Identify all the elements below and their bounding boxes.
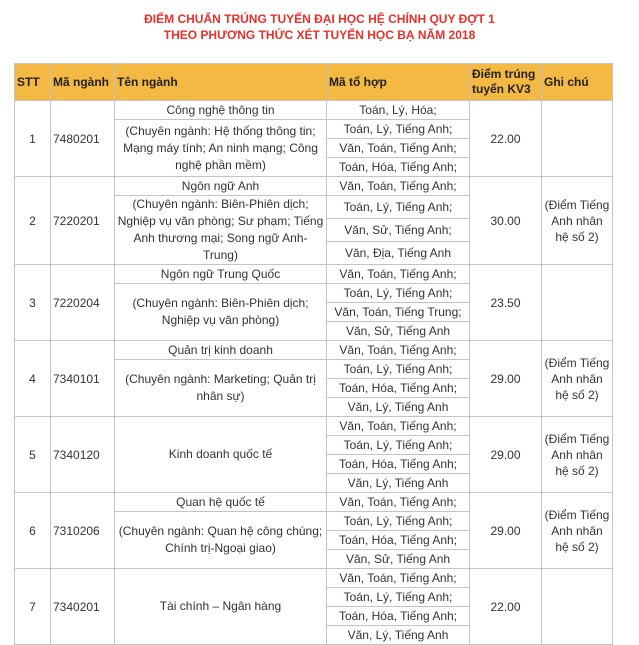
row-major-name: Quản trị kinh doanh bbox=[115, 341, 327, 360]
row-subject-combination: Văn, Toán, Tiếng Anh; bbox=[327, 569, 470, 588]
row-note bbox=[542, 101, 613, 177]
row-subject-combination: Văn, Toán, Tiếng Anh; bbox=[327, 493, 470, 512]
row-stt: 3 bbox=[15, 265, 51, 341]
header-stt: STT bbox=[15, 64, 51, 101]
table-row bbox=[15, 265, 613, 284]
row-major-code: 7340120 bbox=[51, 417, 115, 493]
row-stt: 5 bbox=[15, 417, 51, 493]
row-subject-combination: Toán, Hóa, Tiếng Anh; bbox=[327, 379, 470, 398]
row-cutoff-score: 23.50 bbox=[470, 265, 542, 341]
row-cutoff-score: 22.00 bbox=[470, 569, 542, 645]
row-note bbox=[542, 265, 613, 341]
row-subject-combination: Toán, Lý, Tiếng Anh; bbox=[327, 588, 470, 607]
row-subject-combination: Văn, Lý, Tiếng Anh bbox=[327, 474, 470, 493]
row-note: (Điểm Tiếng Anh nhân hệ số 2) bbox=[542, 177, 613, 265]
page-title-line1: ĐIỂM CHUẨN TRÚNG TUYỂN ĐẠI HỌC HỆ CHÍNH QUY ĐỢT 1 bbox=[144, 12, 495, 26]
row-subject-combination: Toán, Lý, Hóa; bbox=[327, 101, 470, 120]
row-major-name: Quan hệ quốc tế bbox=[115, 493, 327, 512]
row-major-specializations: (Chuyên ngành: Biên-Phiên dịch; Nghiệp vụ văn phòng; Sư phạm; Tiếng Anh thương mại; Song ngữ Anh-Trung) bbox=[115, 196, 327, 265]
row-major-name: Kinh doanh quốc tế bbox=[115, 417, 327, 493]
row-major-code: 7340101 bbox=[51, 341, 115, 417]
row-subject-combination: Văn, Toán, Tiếng Anh; bbox=[327, 139, 470, 158]
row-subject-combination: Toán, Lý, Tiếng Anh; bbox=[327, 512, 470, 531]
row-subject-combination: Văn, Toán, Tiếng Anh; bbox=[327, 341, 470, 360]
row-stt: 7 bbox=[15, 569, 51, 645]
row-major-code: 7480201 bbox=[51, 101, 115, 177]
row-subject-combination: Toán, Lý, Tiếng Anh; bbox=[327, 120, 470, 139]
header-diem: Điểm trúng tuyển KV3 bbox=[470, 64, 542, 101]
row-subject-combination: Toán, Hóa, Tiếng Anh; bbox=[327, 607, 470, 626]
row-major-specializations: (Chuyên ngành: Biên-Phiên dịch; Nghiệp vụ văn phòng) bbox=[115, 284, 327, 341]
header-ma-nganh: Mã ngành bbox=[51, 64, 115, 101]
row-stt: 1 bbox=[15, 101, 51, 177]
header-ten-nganh: Tên ngành bbox=[115, 64, 327, 101]
row-stt: 2 bbox=[15, 177, 51, 265]
page-title-line2: THEO PHƯƠNG THỨC XÉT TUYỂN HỌC BẠ NĂM 2018 bbox=[163, 28, 476, 42]
row-cutoff-score: 30.00 bbox=[470, 177, 542, 265]
row-note bbox=[542, 569, 613, 645]
row-stt: 4 bbox=[15, 341, 51, 417]
row-major-name: Ngôn ngữ Trung Quốc bbox=[115, 265, 327, 284]
row-subject-combination: Toán, Hóa, Tiếng Anh; bbox=[327, 531, 470, 550]
row-major-name: Tài chính – Ngân hàng bbox=[115, 569, 327, 645]
table-row bbox=[15, 493, 613, 512]
table-row bbox=[15, 177, 613, 196]
table-row bbox=[15, 417, 613, 436]
table-row bbox=[15, 341, 613, 360]
row-major-name: Ngôn ngữ Anh bbox=[115, 177, 327, 196]
row-cutoff-score: 22.00 bbox=[470, 101, 542, 177]
row-major-specializations: (Chuyên ngành: Hệ thống thông tin; Mạng máy tính; An ninh mạng; Công nghệ phần mềm) bbox=[115, 120, 327, 177]
row-major-name: Công nghệ thông tin bbox=[115, 101, 327, 120]
table-header-row bbox=[15, 64, 613, 101]
row-subject-combination: Văn, Lý, Tiếng Anh bbox=[327, 398, 470, 417]
row-subject-combination: Toán, Hóa, Tiếng Anh; bbox=[327, 455, 470, 474]
row-cutoff-score: 29.00 bbox=[470, 417, 542, 493]
row-subject-combination: Văn, Địa, Tiếng Anh bbox=[327, 242, 470, 265]
row-major-specializations: (Chuyên ngành: Marketing; Quản trị nhân sự) bbox=[115, 360, 327, 417]
row-subject-combination: Toán, Lý, Tiếng Anh; bbox=[327, 436, 470, 455]
row-major-code: 7220204 bbox=[51, 265, 115, 341]
row-cutoff-score: 29.00 bbox=[470, 341, 542, 417]
table-row bbox=[15, 569, 613, 588]
row-subject-combination: Văn, Toán, Tiếng Anh; bbox=[327, 417, 470, 436]
row-subject-combination: Văn, Lý, Tiếng Anh bbox=[327, 626, 470, 645]
row-subject-combination: Toán, Lý, Tiếng Anh; bbox=[327, 284, 470, 303]
row-major-specializations: (Chuyên ngành: Quan hệ công chúng; Chính trị-Ngoại giao) bbox=[115, 512, 327, 569]
row-subject-combination: Văn, Toán, Tiếng Trung; bbox=[327, 303, 470, 322]
table-row bbox=[15, 101, 613, 120]
row-major-code: 7310206 bbox=[51, 493, 115, 569]
row-subject-combination: Toán, Lý, Tiếng Anh; bbox=[327, 360, 470, 379]
row-subject-combination: Toán, Lý, Tiếng Anh; bbox=[327, 196, 470, 219]
row-subject-combination: Văn, Toán, Tiếng Anh; bbox=[327, 177, 470, 196]
row-subject-combination: Văn, Toán, Tiếng Anh; bbox=[327, 265, 470, 284]
row-major-code: 7220201 bbox=[51, 177, 115, 265]
row-cutoff-score: 29.00 bbox=[470, 493, 542, 569]
row-note: (Điểm Tiếng Anh nhân hệ số 2) bbox=[542, 493, 613, 569]
admission-score-table bbox=[14, 63, 613, 645]
row-major-code: 7340201 bbox=[51, 569, 115, 645]
row-subject-combination: Văn, Sử, Tiếng Anh bbox=[327, 550, 470, 569]
row-subject-combination: Văn, Sử, Tiếng Anh; bbox=[327, 219, 470, 242]
row-subject-combination: Toán, Hóa, Tiếng Anh; bbox=[327, 158, 470, 177]
row-note: (Điểm Tiếng Anh nhân hệ số 2) bbox=[542, 417, 613, 493]
header-ma-to-hop: Mã tổ hợp bbox=[327, 64, 470, 101]
header-ghi-chu: Ghi chú bbox=[542, 64, 613, 101]
row-stt: 6 bbox=[15, 493, 51, 569]
row-note: (Điểm Tiếng Anh nhân hệ số 2) bbox=[542, 341, 613, 417]
row-subject-combination: Văn, Sử, Tiếng Anh bbox=[327, 322, 470, 341]
